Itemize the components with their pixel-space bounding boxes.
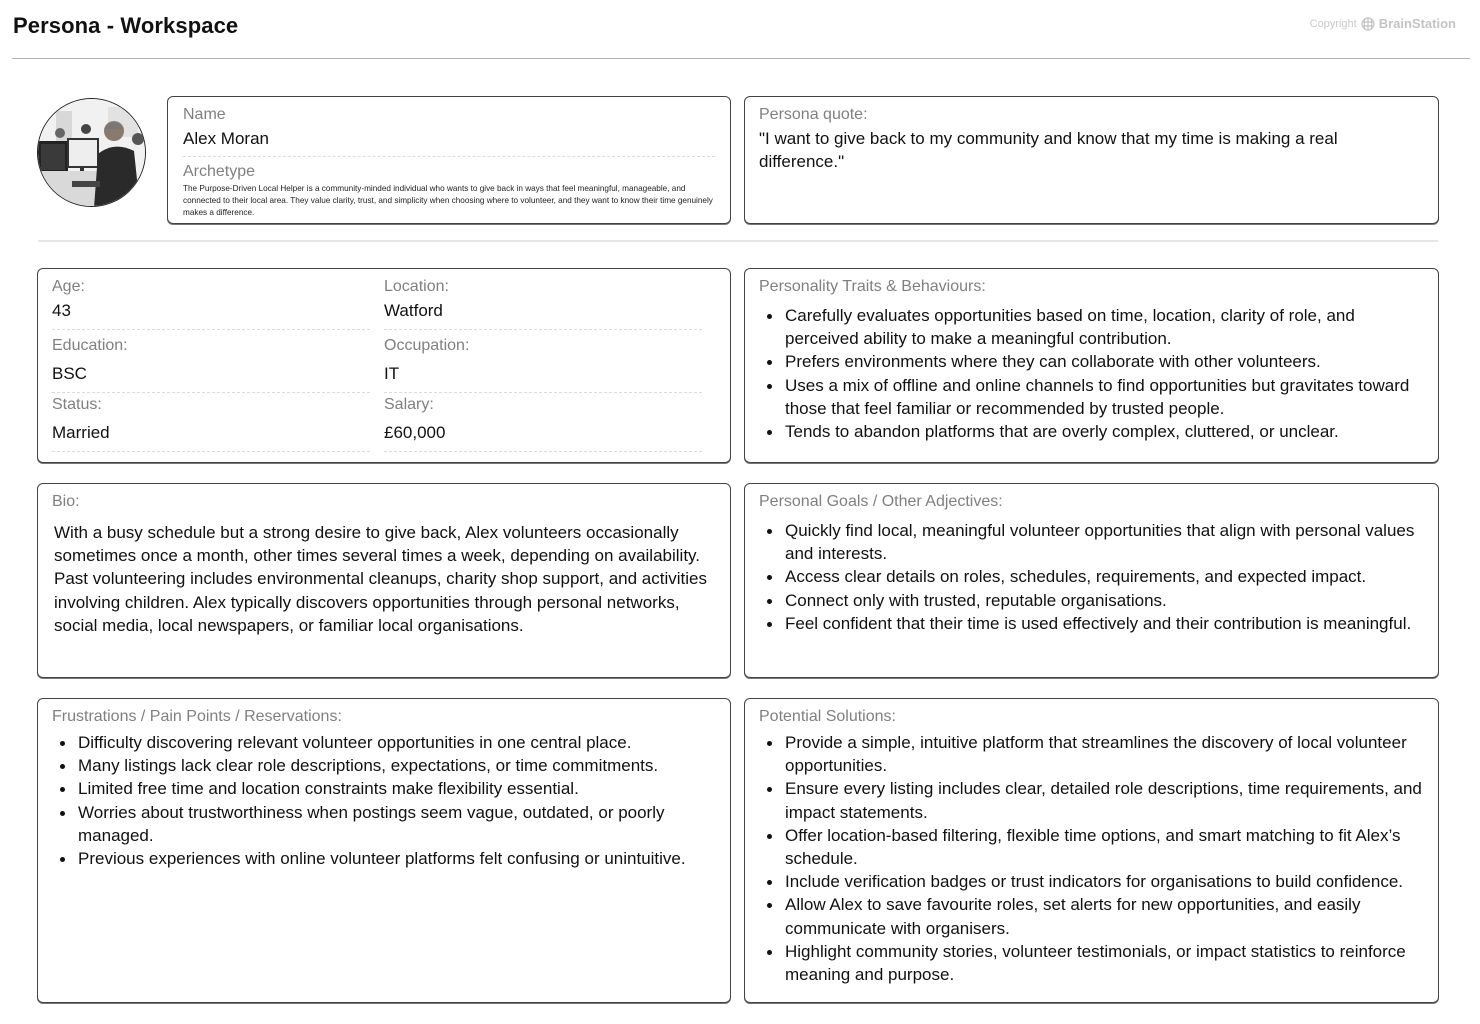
education-value[interactable]: BSC	[52, 364, 87, 383]
bio-text[interactable]: With a busy schedule but a strong desire to give back, Alex volunteers occasionally sometimes once a month, other times several times a week, depending on availability. Past volunteering includes environmental cleanups, charity shop support, and activities involving children. Alex typically discovers opportunities through personal networks, social media, local newspapers, or familiar local organisations.	[54, 523, 707, 635]
name-archetype-card	[167, 96, 731, 224]
traits-list[interactable]	[759, 304, 1424, 443]
avatar	[37, 98, 146, 207]
personality-traits-card	[744, 268, 1439, 463]
header	[12, 0, 1470, 59]
list-item: Access clear details on roles, schedules, requirements, and expected impact.	[759, 565, 1424, 588]
brand-name: BrainStation	[1378, 16, 1456, 31]
list-item: Uses a mix of offline and online channels to find opportunities but gravitates toward those that feel familiar or recommended by trusted people.	[759, 374, 1424, 420]
field-divider	[52, 451, 370, 452]
list-item: Connect only with trusted, reputable organisations.	[759, 589, 1424, 612]
goals-list[interactable]	[759, 519, 1424, 635]
archetype-label: Archetype	[183, 163, 256, 180]
solutions-label: Potential Solutions:	[759, 708, 896, 725]
list-item: Many listings lack clear role descriptions, expectations, or time commitments.	[52, 754, 716, 777]
field-divider	[183, 156, 715, 157]
frustrations-label: Frustrations / Pain Points / Reservations:	[52, 708, 342, 725]
personal-goals-card	[744, 483, 1439, 678]
page-title: Persona - Workspace	[13, 13, 239, 38]
bio-label: Bio:	[52, 493, 80, 510]
persona-quote[interactable]: "I want to give back to my community and know that my time is making a real difference."	[759, 129, 1338, 171]
age-value[interactable]: 43	[52, 301, 71, 320]
frustrations-card	[37, 698, 731, 1003]
occupation-label: Occupation:	[384, 337, 470, 354]
list-item: Feel confident that their time is used effectively and their contribution is meaningful.	[759, 612, 1424, 635]
list-item: Difficulty discovering relevant volunteer opportunities in one central place.	[52, 731, 716, 754]
education-field	[52, 336, 370, 395]
list-item: Previous experiences with online volunteer platforms felt confusing or unintuitive.	[52, 847, 716, 870]
status-label: Status:	[52, 396, 102, 413]
frustrations-list[interactable]	[52, 731, 716, 870]
location-value[interactable]: Watford	[384, 301, 443, 320]
field-divider	[384, 329, 702, 330]
list-item: Highlight community stories, volunteer testimonials, or impact statistics to reinforce meaning and purpose.	[759, 940, 1424, 986]
salary-label: Salary:	[384, 396, 434, 413]
persona-name[interactable]: Alex Moran	[183, 129, 269, 148]
list-item: Ensure every listing includes clear, detailed role descriptions, time requirements, and impact statements.	[759, 777, 1424, 823]
field-divider	[52, 392, 370, 393]
occupation-field	[384, 336, 702, 395]
quote-label: Persona quote:	[759, 106, 868, 123]
section-divider	[38, 240, 1438, 242]
list-item: Prefers environments where they can collaborate with other volunteers.	[759, 350, 1424, 373]
potential-solutions-card	[744, 698, 1439, 1003]
location-field	[384, 277, 702, 336]
occupation-value[interactable]: IT	[384, 364, 400, 383]
age-label: Age:	[52, 278, 85, 295]
status-value[interactable]: Married	[52, 423, 110, 442]
age-field	[52, 277, 370, 336]
list-item: Limited free time and location constraints make flexibility essential.	[52, 777, 716, 800]
list-item: Allow Alex to save favourite roles, set alerts for new opportunities, and easily communicate with organisers.	[759, 893, 1424, 939]
goals-label: Personal Goals / Other Adjectives:	[759, 493, 1003, 510]
list-item: Offer location-based filtering, flexible time options, and smart matching to fit Alex’s schedule.	[759, 824, 1424, 870]
salary-field	[384, 395, 702, 454]
copyright-label: Copyright	[1309, 17, 1357, 30]
brain-icon	[1361, 17, 1375, 31]
field-divider	[384, 392, 702, 393]
field-divider	[52, 329, 370, 330]
list-item: Provide a simple, intuitive platform that streamlines the discovery of local volunteer opportunities.	[759, 731, 1424, 777]
list-item: Include verification badges or trust indicators for organisations to build confidence.	[759, 870, 1424, 893]
persona-quote-card	[744, 96, 1439, 224]
list-item: Tends to abandon platforms that are overly complex, cluttered, or unclear.	[759, 420, 1424, 443]
education-label: Education:	[52, 337, 128, 354]
solutions-list[interactable]	[759, 731, 1424, 986]
bio-card	[37, 483, 731, 678]
field-divider	[384, 451, 702, 452]
list-item: Quickly find local, meaningful volunteer opportunities that align with personal values and interests.	[759, 519, 1424, 565]
archetype-description[interactable]: The Purpose-Driven Local Helper is a community-minded individual who wants to give back in ways that feel meaningful, manageable, and connected to their local area. They value clarity, trust, and simplicity when choosing where to volunteer, and they want to know their time genuinely makes a difference.	[183, 184, 713, 217]
copyright	[1310, 16, 1456, 31]
list-item: Carefully evaluates opportunities based on time, location, clarity of role, and perceived ability to make a meaningful contribution.	[759, 304, 1424, 350]
location-label: Location:	[384, 278, 449, 295]
demographics-card	[37, 268, 731, 463]
name-label: Name	[183, 106, 226, 123]
list-item: Worries about trustworthiness when postings seem vague, outdated, or poorly managed.	[52, 801, 716, 847]
salary-value[interactable]: £60,000	[384, 423, 446, 442]
traits-label: Personality Traits & Behaviours:	[759, 278, 986, 295]
status-field	[52, 395, 370, 454]
